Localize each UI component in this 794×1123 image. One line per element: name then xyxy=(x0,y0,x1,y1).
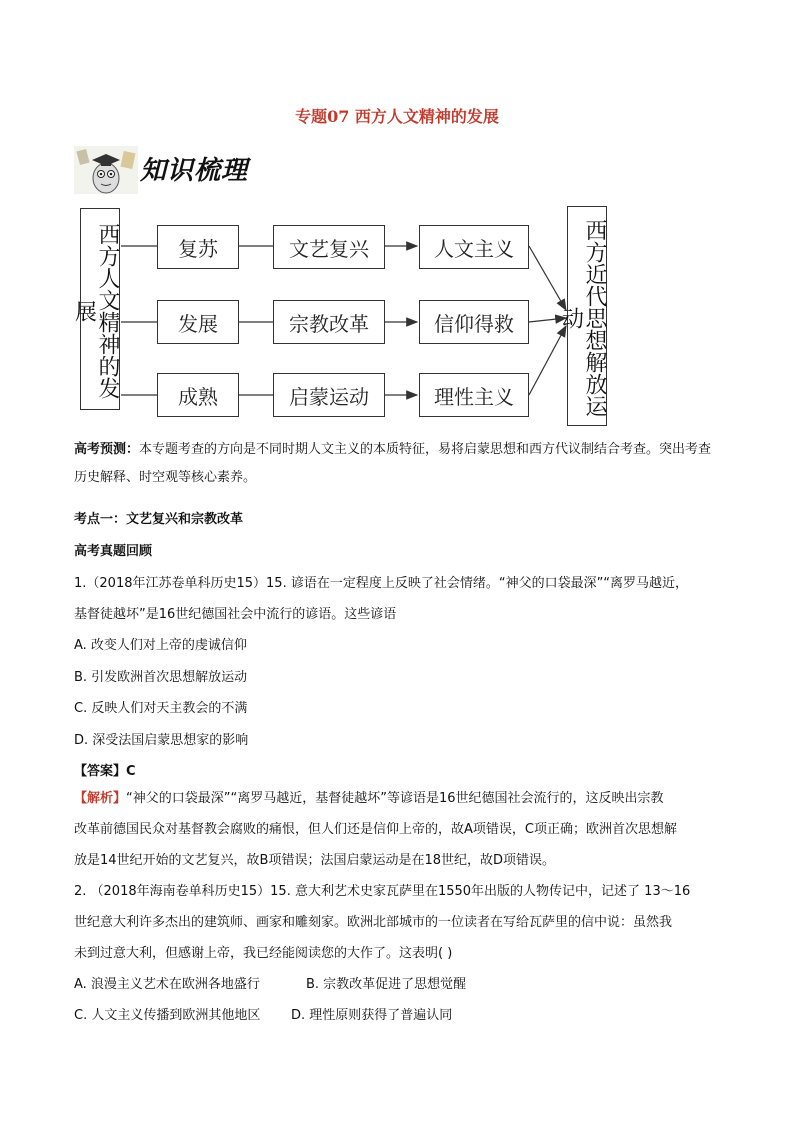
forecast-text: 本专题考查的方向是不同时期人文主义的本质特征，易将启蒙思想和西方代议制结合考查。突出考查历史解释、时空观等核心素养。 xyxy=(74,442,712,485)
forecast-label: 高考预测： xyxy=(74,442,140,457)
diagram-stage-3: 成熟 xyxy=(157,373,239,417)
q1-analysis-line-2: 改革前德国民众对基督教会腐败的痛恨，但人们还是信仰上帝的，故A项错误，C项正确；欧洲首次思想解 xyxy=(74,822,677,837)
q2-stem-line-3: 未到过意大利，但感谢上帝，我已经能阅读您的大作了。这表明( ) xyxy=(74,946,453,961)
q1-analysis-tag: 【解析】 xyxy=(74,791,127,806)
diagram-stage-2: 发展 xyxy=(157,300,239,344)
q1-analysis-line-3: 放是14世纪开始的文艺复兴，故B项错误；法国启蒙运动是在18世纪，故D项错误。 xyxy=(74,853,556,868)
diagram-stage-1: 复苏 xyxy=(157,225,239,269)
diagram-left-box: 西方人文精神的发展 xyxy=(80,208,120,410)
q2-stem-line-1: 2. （2018年海南卷单科历史15）15. 意大利艺术史家瓦萨里在1550年出版的人物传记中，记述了 13～16 xyxy=(74,884,691,899)
q1-option-d: D. 深受法国启蒙思想家的影响 xyxy=(74,733,249,748)
diagram-result-3: 理性主义 xyxy=(419,373,529,417)
diagram-result-1: 人文主义 xyxy=(419,225,529,269)
q1-analysis-text-1: “神父的口袋最深”“离罗马越近，基督徒越坏”等谚语是16世纪德国社会流行的，这反映出宗教 xyxy=(126,791,664,806)
page-title: 专题07 西方人文精神的发展 xyxy=(295,107,499,126)
diagram-movement-3: 启蒙运动 xyxy=(273,373,385,417)
q2-stem-line-2: 世纪意大利许多杰出的建筑师、画家和雕刻家。欧洲北部城市的一位读者在写给瓦萨里的信中说：虽然我 xyxy=(74,915,673,930)
section-heading-2: 高考真题回顾 xyxy=(74,544,153,559)
section-heading-1: 考点一：文艺复兴和宗教改革 xyxy=(74,512,244,527)
forecast-paragraph xyxy=(74,436,724,492)
q2-option-d: D. 理性原则获得了普遍认同 xyxy=(291,1008,453,1023)
q1-answer: 【答案】C xyxy=(74,764,136,779)
section-logo-text: 知识梳理 xyxy=(140,156,249,186)
q2-option-c: C. 人文主义传播到欧洲其他地区 xyxy=(74,1008,261,1023)
q1-option-c: C. 反映人们对天主教会的不满 xyxy=(74,701,248,716)
diagram-right-box: 西方近代思想解放运动 xyxy=(567,206,607,426)
q2-option-b: B. 宗教改革促进了思想觉醒 xyxy=(306,977,467,992)
diagram-movement-1: 文艺复兴 xyxy=(273,225,385,269)
q1-analysis-line-1 xyxy=(74,787,664,806)
q1-stem-line-2: 基督徒越坏”是16世纪德国社会中流行的谚语。这些谚语 xyxy=(74,607,397,622)
diagram-result-2: 信仰得救 xyxy=(419,300,529,344)
q2-option-a: A. 浪漫主义艺术在欧洲各地盛行 xyxy=(74,977,260,992)
q1-stem-line-1: 1.（2018年江苏卷单科历史15）15. 谚语在一定程度上反映了社会情绪。“神父的口袋最深”“离罗马越近， xyxy=(74,576,689,591)
q1-option-a: A. 改变人们对上帝的虔诚信仰 xyxy=(74,638,247,653)
q1-option-b: B. 引发欧洲首次思想解放运动 xyxy=(74,670,248,685)
diagram-movement-2: 宗教改革 xyxy=(273,300,385,344)
